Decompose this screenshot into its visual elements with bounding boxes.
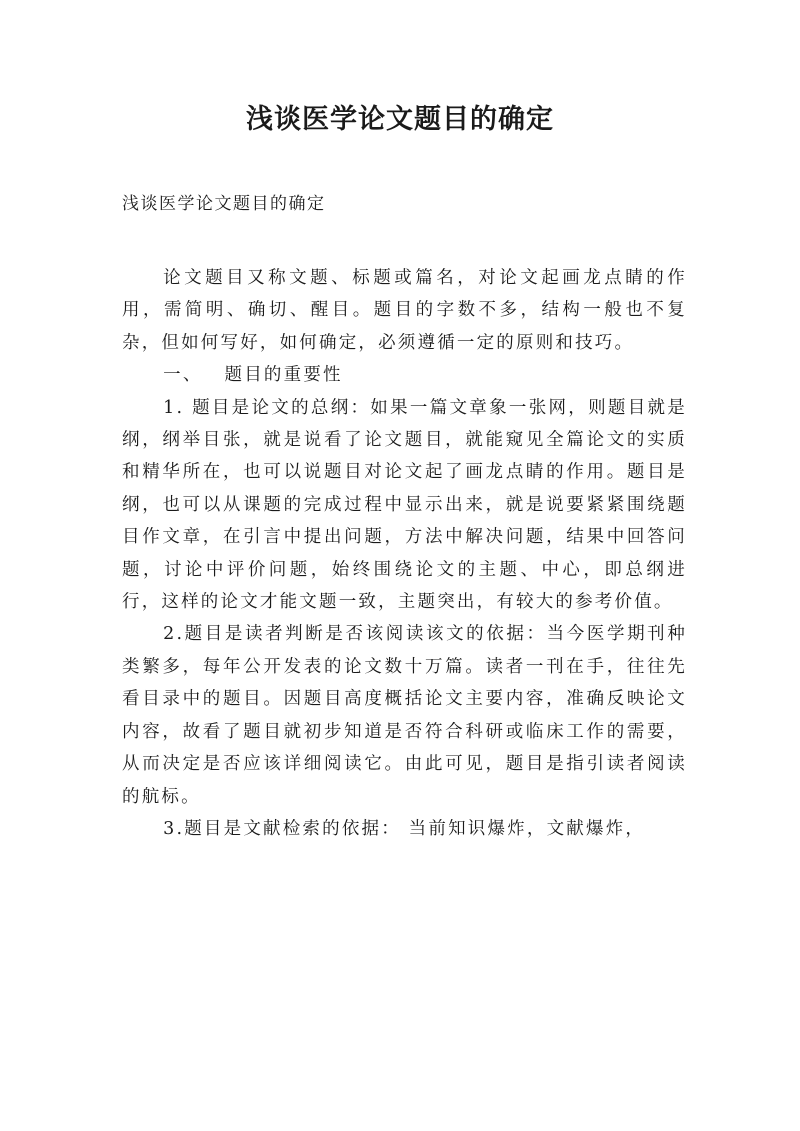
section-title: 题目的重要性 [224, 365, 343, 386]
point-3-paragraph: 3.题目是文献检索的依据： 当前知识爆炸，文献爆炸， [163, 818, 646, 839]
section-heading [122, 359, 687, 391]
document-body [122, 262, 687, 845]
point-2-paragraph: 2.题目是读者判断是否该阅读该文的依据：当今医学期刊种类繁多，每年公开发表的论文数十万篇。读者一刊在手，往往先看目录中的题目。因题目高度概括论文主要内容，准确反映论文内容，故看了题目就初步知道是否符合科研或临床工作的需要，从而决定是否应该详细阅读它。由此可见，题目是指引读者阅读的航标。 [122, 624, 687, 807]
point-1-paragraph: 1. 题目是论文的总纲：如果一篇文章象一张网，则题目就是纲，纲举目张，就是说看了论文题目，就能窥见全篇论文的实质和精华所在，也可以说题目对论文起了画龙点睛的作用。题目是纲，也可以从课题的完成过程中显示出来，就是说要紧紧围绕题目作文章，在引言中提出问题，方法中解决问题，结果中回答问题，讨论中评价问题，始终围绕论文的主题、中心，即总纲进行，这样的论文才能文题一致，主题突出，有较大的参考价值。 [122, 397, 687, 613]
document-title: 浅谈医学论文题目的确定 [246, 104, 554, 135]
intro-paragraph: 论文题目又称文题、标题或篇名，对论文起画龙点睛的作用，需简明、确切、醒目。题目的字数不多，结构一般也不复杂，但如何写好，如何确定，必须遵循一定的原则和技巧。 [122, 268, 687, 353]
section-number: 一、 [163, 365, 203, 386]
document-subtitle: 浅谈医学论文题目的确定 [122, 194, 326, 214]
